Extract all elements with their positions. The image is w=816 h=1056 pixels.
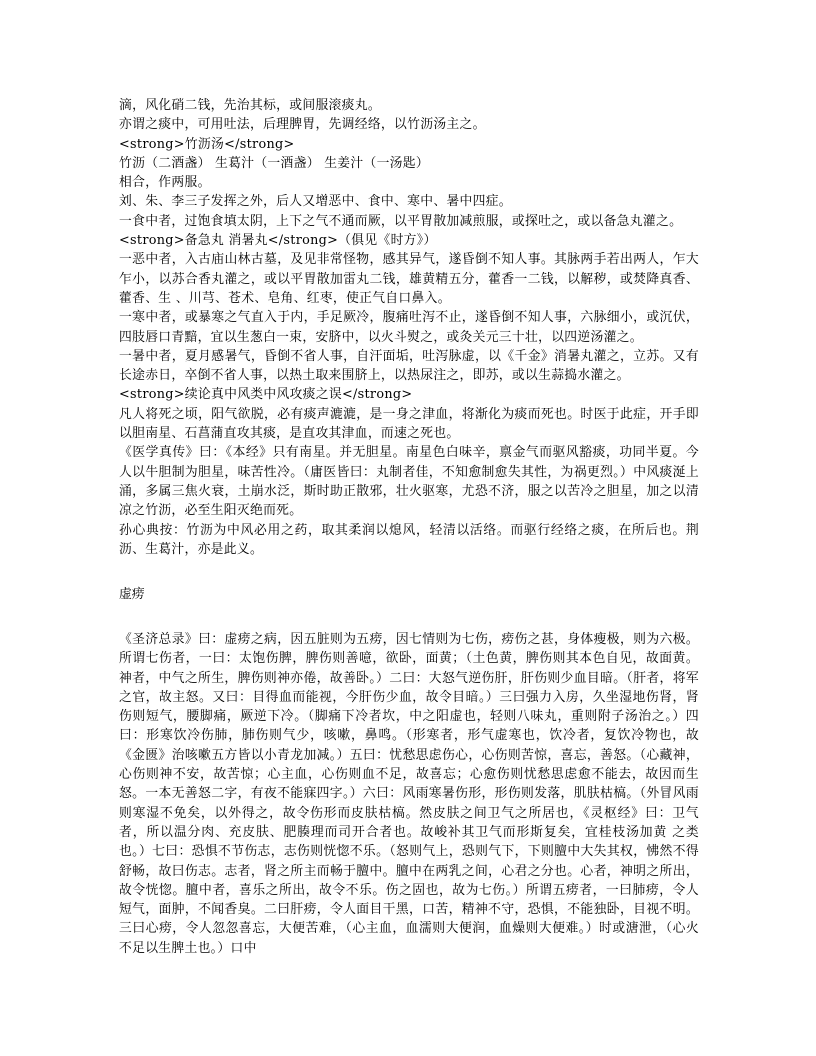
paragraph: <strong>备急丸 消暑丸</strong>（俱见《时方》） <box>119 233 437 249</box>
paragraph: <strong>续论真中风类中风攻痰之误</strong> <box>119 387 413 403</box>
paragraph: 刘、朱、李三子发挥之外，后人又增恶中、食中、寒中、暑中四症。 <box>119 194 512 210</box>
paragraph: 一寒中者，或暴寒之气直入于内，手足厥冷，腹痛吐泻不止，遂昏倒不知人事，六脉细小，或沉伏，四肢唇口青黯，宜以生葱白一束，安脐中，以火斗熨之，或灸关元三十壮，以四逆汤灌之。 <box>119 310 699 345</box>
document-page <box>119 96 699 956</box>
text-block-lower <box>119 630 699 958</box>
paragraph: 亦谓之痰中，可用吐法，后理脾胃，先调经络，以竹沥汤主之。 <box>119 117 486 133</box>
paragraph: 一暑中者，夏月感暑气，昏倒不省人事，自汗面垢，吐泻脉虚，以《千金》消暑丸灌之，立苏。又有长途赤日，卒倒不省人事，以热土取来围脐上，以热尿注之，即苏，或以生蒜捣水灌之。 <box>119 348 699 384</box>
section-heading: 虚痨 <box>119 587 145 602</box>
paragraph: 孙心典按：竹沥为中风必用之药，取其柔润以熄风，轻清以活络。而驱行经络之痰，在所后也。荆沥、生葛汁，亦是此义。 <box>119 522 699 557</box>
paragraph: 滴，风化硝二钱，先治其标，或间服滚痰丸。 <box>119 98 381 113</box>
paragraph: 《医学真传》曰：《本经》只有南星。并无胆星。南星色白味辛，禀金气而驱风豁痰，功同半夏。今人以牛胆制为胆星，味苦性冷。（庸医皆曰：丸制者佳，不知愈制愈失其性，为祸更烈。）中风痰涎上涌，多属三焦火衰，土崩水泛，斯时助正散邪，壮火驱寒，尤恐不济，服之以苦冷之胆星，加之以清凉之竹沥，必至生阳灭绝而死。 <box>119 445 699 519</box>
paragraph: 凡人将死之顷，阳气欲脱，必有痰声漉漉，是一身之津血，将渐化为痰而死也。时医于此症，开手即以胆南星、石菖蒲直攻其痰，是直攻其津血，而速之死也。 <box>119 406 699 442</box>
paragraph: 一恶中者，入古庙山林古墓，及见非常怪物，感其异气，遂昏倒不知人事。其脉两手若出两人，乍大乍小，以苏合香丸灌之，或以平胃散加雷丸二钱，雄黄精五分，藿香一二钱，以解秽，或焚降真香、藿香、生 、川芎、苍术、皂角、红枣，使正气自口鼻入。 <box>119 252 699 306</box>
paragraph: <strong>竹沥汤</strong> <box>119 136 295 152</box>
paragraph: 《圣济总录》曰：虚痨之病，因五脏则为五痨，因七情则为七伤，痨伤之甚，身体瘦极，则为六极。所谓七伤者，一曰：太饱伤脾，脾伤则善噫，欲卧，面黄；（土色黄，脾伤则其本色自见，故面黄。神者，中气之所生，脾伤则神亦倦，故善卧。）二曰：大怒气逆伤肝，肝伤则少血目暗。（肝者，将军之官，故主怒。又曰：目得血而能视，今肝伤少血，故令目暗。）三曰强力入房，久坐湿地伤肾，肾伤则短气，腰脚痛，厥逆下冷。（脚痛下冷者坎，中之阳虚也，轻则八味丸，重则附子汤治之。）四曰：形寒饮冷伤肺，肺伤则气少，咳嗽，鼻鸣。（形寒者，形气虚寒也，饮冷者，复饮冷物也，故《金匮》治咳嗽五方皆以小青龙加减。）五曰：忧愁思虑伤心，心伤则苦惊，喜忘，善怒。（心藏神，心伤则神不安，故苦惊；心主血，心伤则血不足，故喜忘；心愈伤则忧愁思虑愈不能去，故因而生怒。一本无善怒二字，有夜不能寐四字。）六曰：风雨寒暑伤形，形伤则发落，肌肤枯槁。（外冒风雨则寒湿不免矣，以外得之，故令伤形而皮肤枯槁。然皮肤之间卫气之所居也，《灵枢经》曰：卫气者，所以温分肉、充皮肤、肥腠理而司开合者也。故峻补其卫气而形斯复矣，宜桂枝汤加黄 之类也。）七曰：恐惧不节伤志，志伤则恍惚不乐。（怒则气上，恐则气下，下则膻中大失其权，怫然不得舒畅，故曰伤志。志者，肾之所主而畅于膻中。膻中在两乳之间，心君之分也。心者，神明之所出，故令恍惚。膻中者，喜乐之所出，故令不乐。伤之固也，故为七伤。）所谓五痨者，一曰肺痨，令人短气，面肿，不闻香臭。二曰肝痨，令人面目干黑，口苦，精神不守，恐惧，不能独卧，目视不明。三曰心痨，令人忽忽喜忘，大便苦难，（心主血，血濡则大便润，血燥则大便难。）时或溏泄，（心火不足以生脾土也。）口中 <box>119 632 699 956</box>
paragraph: 相合，作两服。 <box>119 175 211 191</box>
paragraph: 一食中者，过饱食填太阴，上下之气不通而厥，以平胃散加减煎服，或探吐之，或以备急丸灌之。 <box>119 213 683 229</box>
text-block-upper <box>119 96 699 559</box>
paragraph: 竹沥（二酒盏） 生葛汁（一酒盏） 生姜汁（一汤匙） <box>119 155 429 171</box>
